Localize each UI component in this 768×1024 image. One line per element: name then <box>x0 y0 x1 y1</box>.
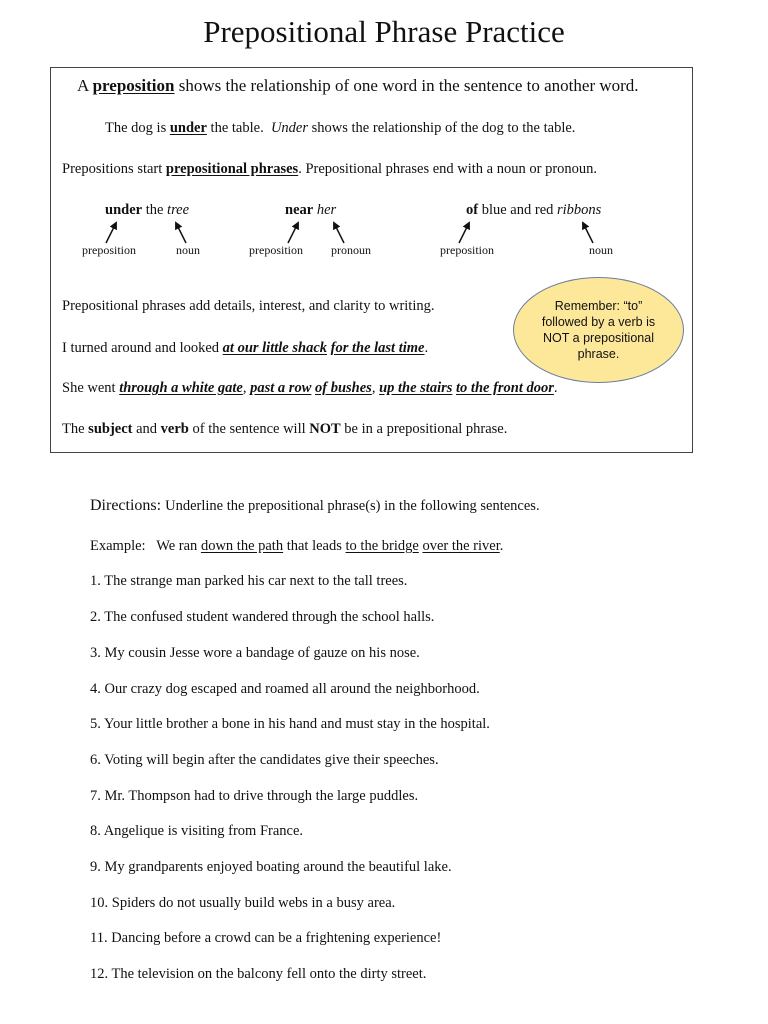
shack-text: I turned around and looked <box>62 340 220 356</box>
shack-phrase-2: for the last time <box>330 340 425 356</box>
verb-word: verb <box>160 421 189 437</box>
sentence-6: 6. Voting will begin after the candidates give their speeches. <box>90 752 439 768</box>
sentence-1: 1. The strange man parked his car next to the tall trees. <box>90 573 408 589</box>
label-noun-3: noun <box>589 243 613 257</box>
label-preposition-3: preposition <box>440 243 494 257</box>
intro-term: preposition <box>92 76 175 95</box>
subject-text-2: and <box>136 421 158 437</box>
sentence-4: 4. Our crazy dog escaped and roamed all around the neighborhood. <box>90 681 480 697</box>
dog-word: under <box>169 120 207 136</box>
example-2-obj: her <box>316 202 337 218</box>
page-title: Prepositional Phrase Practice <box>203 14 565 49</box>
example-phrase-2 <box>285 202 336 219</box>
example-1-prep: under <box>105 202 143 218</box>
label-preposition-2: preposition <box>249 243 303 257</box>
intro-line <box>77 76 639 96</box>
phrases-line <box>62 161 597 178</box>
details-line: Prepositional phrases add details, interest, and clarity to writing. <box>62 298 435 314</box>
example-phrase-3 <box>466 202 601 219</box>
sentence-9: 9. My grandparents enjoyed boating around the beautiful lake. <box>90 859 452 875</box>
directions-label: Directions: <box>90 497 162 514</box>
gate-line <box>62 380 558 397</box>
directions-text: Underline the prepositional phrase(s) in the following sentences. <box>165 498 540 514</box>
not-word: NOT <box>309 421 341 437</box>
example-phrase-1 <box>105 202 189 219</box>
remember-note: Remember: “to” followed by a verb is NOT a prepositional phrase. <box>513 277 684 383</box>
example-2-prep: near <box>285 202 314 218</box>
subject-text-3: of the sentence will <box>192 421 306 437</box>
sentence-7: 7. Mr. Thompson had to drive through the large puddles. <box>90 788 419 804</box>
sentence-3: 3. My cousin Jesse wore a bandage of gauze on his nose. <box>90 645 420 661</box>
example-1-mid: the <box>145 202 164 218</box>
dog-text-3: shows the relationship of the dog to the table. <box>311 120 576 136</box>
dog-text-1: The dog is <box>105 120 167 136</box>
example-3-prep: of <box>466 202 479 218</box>
gate-sep-1: , <box>242 380 247 396</box>
sentence-5: 5. Your little brother a bone in his hand and must stay in the hospital. <box>90 716 490 732</box>
dog-italic: Under <box>270 120 309 136</box>
example-1-obj: tree <box>167 202 190 218</box>
phrases-term: prepositional phrases <box>165 161 299 177</box>
example-sentence <box>90 538 503 555</box>
gate-phrase-1: through a white gate <box>119 380 243 396</box>
sentence-12: 12. The television on the balcony fell onto the dirty street. <box>90 966 427 982</box>
example-phrase-river: over the river <box>422 538 500 554</box>
sentence-2: 2. The confused student wandered through the school halls. <box>90 609 435 625</box>
example-label: Example: <box>90 538 146 554</box>
example-3-mid: blue and red <box>481 202 554 218</box>
gate-text: She went <box>62 380 116 396</box>
shack-phrase-1: at our little shack <box>222 340 328 356</box>
gate-phrase-3: of bushes <box>315 380 372 396</box>
subject-line <box>62 421 507 438</box>
example-end: . <box>499 538 504 554</box>
intro-rest: shows the relationship of one word in the sentence to another word. <box>178 76 639 95</box>
gate-phrase-5: to the front door <box>456 380 554 396</box>
subject-text-4: be in a prepositional phrase. <box>344 421 508 437</box>
dog-text-2: the table. <box>210 120 264 136</box>
phrases-text-2: . Prepositional phrases end with a noun or pronoun. <box>298 161 598 177</box>
dog-example-line <box>105 120 575 137</box>
intro-pre: A <box>77 76 89 95</box>
label-pronoun-2: pronoun <box>331 243 371 257</box>
shack-end: . <box>424 340 429 356</box>
example-text-2: that leads <box>286 538 342 554</box>
gate-end: . <box>553 380 558 396</box>
shack-line <box>62 340 428 357</box>
gate-phrase-4: up the stairs <box>379 380 453 396</box>
gate-sep-2: , <box>371 380 376 396</box>
label-noun-1: noun <box>176 243 200 257</box>
directions-line <box>90 497 540 515</box>
gate-phrase-2: past a row <box>250 380 312 396</box>
subject-text-1: The <box>62 421 85 437</box>
phrases-text-1: Prepositions start <box>62 161 163 177</box>
example-text-1: We ran <box>156 538 198 554</box>
subject-word: subject <box>88 421 133 437</box>
example-3-obj: ribbons <box>557 202 602 218</box>
example-phrase-down: down the path <box>200 538 284 554</box>
sentence-11: 11. Dancing before a crowd can be a frightening experience! <box>90 930 442 946</box>
sentence-10: 10. Spiders do not usually build webs in a busy area. <box>90 895 396 911</box>
label-preposition-1: preposition <box>82 243 136 257</box>
sentence-8: 8. Angelique is visiting from France. <box>90 823 304 839</box>
example-phrase-bridge: to the bridge <box>345 538 419 554</box>
